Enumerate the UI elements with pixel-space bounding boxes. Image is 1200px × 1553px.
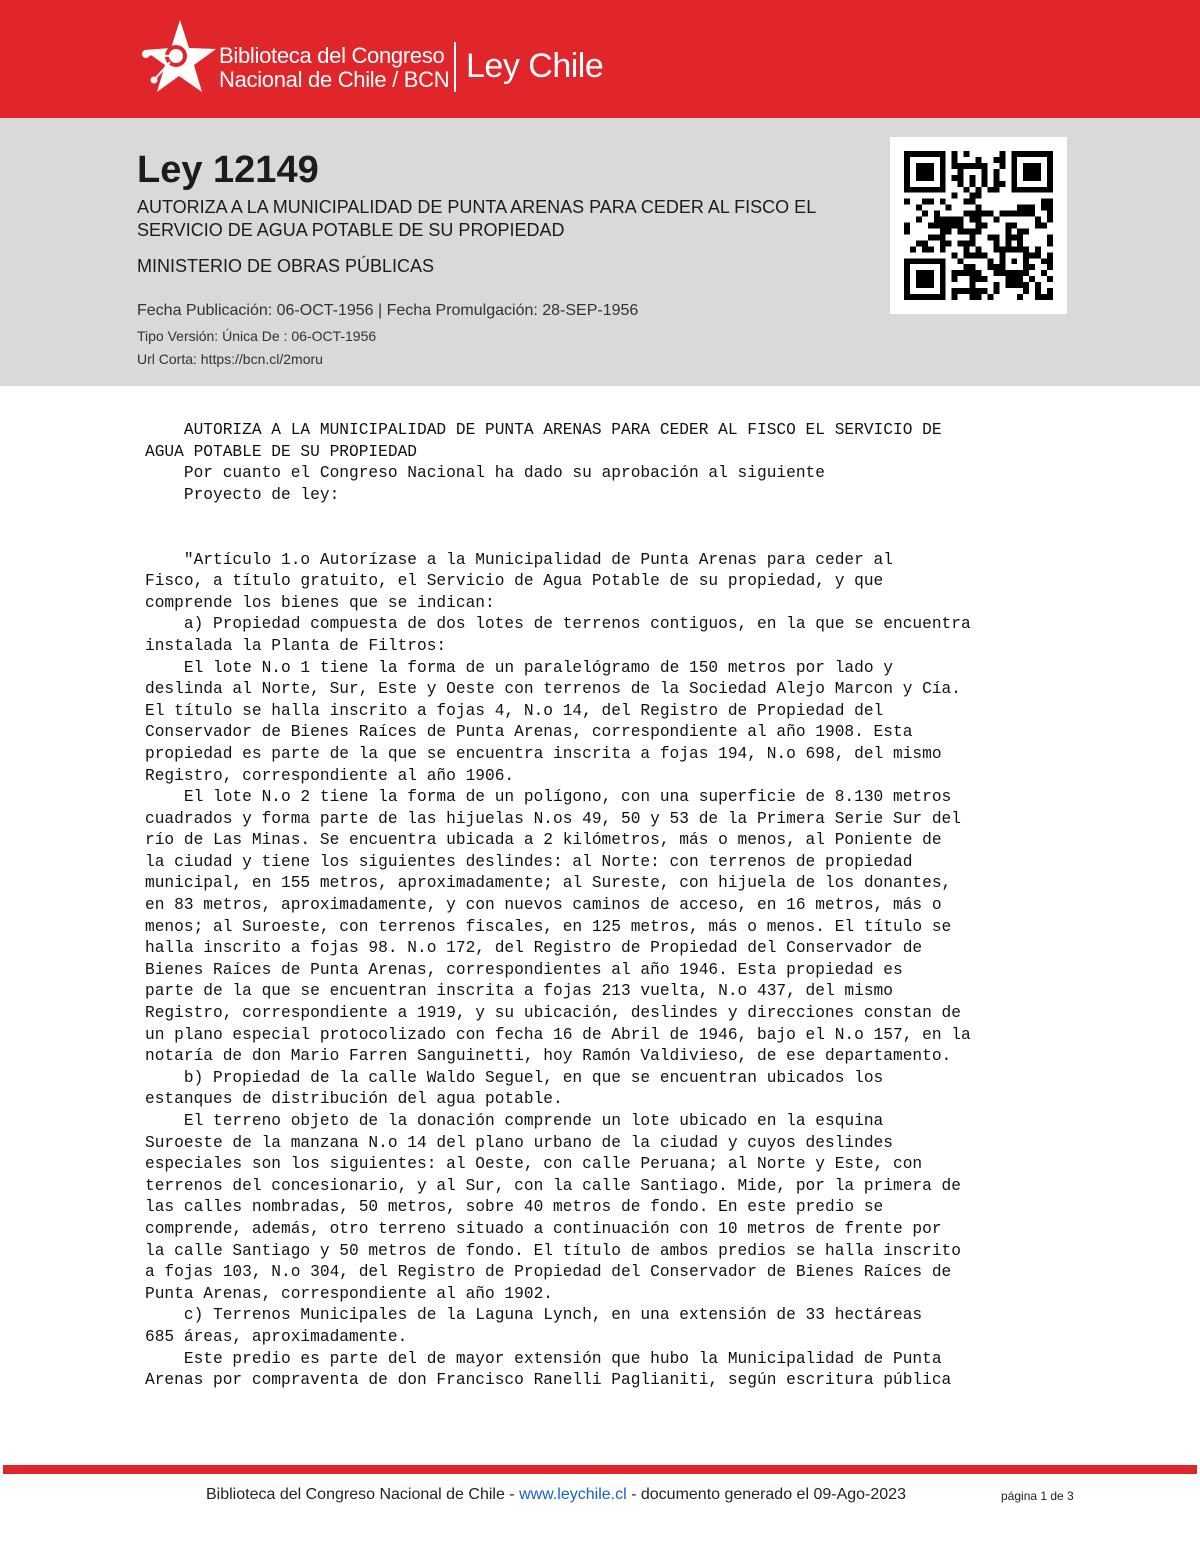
law-subtitle: AUTORIZA A LA MUNICIPALIDAD DE PUNTA ARENAS PARA CEDER AL FISCO EL SERVICIO DE AGUA POTABLE DE SU PROPIEDAD [137, 197, 816, 240]
bcn-star-logo-icon [136, 16, 216, 96]
logo-line-1: Biblioteca del Congreso [219, 43, 445, 68]
footer-text [206, 1486, 906, 1504]
qr-code-icon [904, 151, 1053, 300]
footer-prefix: Biblioteca del Congreso Nacional de Chile - [206, 1486, 520, 1503]
law-body-text: AUTORIZA A LA MUNICIPALIDAD DE PUNTA ARENAS PARA CEDER AL FISCO EL SERVICIO DE AGUA POTABLE DE SU PROPIEDAD Por cuanto el Congreso Nacional ha dado su aprobación al siguiente Proyecto de ley: "Artículo 1.o Autorízase a la Municipalidad de Punta Arenas para ceder al Fisco, a título gratuito, el Servicio de Agua Potable de su propiedad, y que comprende los bienes que se indican: a) Propiedad compuesta de dos lotes de terrenos contiguos, en la que se encuentra instalada la Planta de Filtros: El lote N.o 1 tiene la forma de un paralelógramo de 150 metros por lado y deslinda al Norte, Sur, Este y Oeste con terrenos de la Sociedad Alejo Marcon y Cía. El título se halla inscrito a fojas 4, N.o 14, del Registro de Propiedad del Conservador de Bienes Raíces de Punta Arenas, correspondiente al año 1908. Esta propiedad es parte de la que se encuentra inscrita a fojas 194, N.o 698, del mismo Registro, correspondiente al año 1906. El lote N.o 2 tiene la forma de un polígono, con una superficie de 8.130 metros cuadrados y forma parte de las hijuelas N.os 49, 50 y 53 de la Primera Serie Sur del río de Las Minas. Se encuentra ubicada a 2 kilómetros, más o menos, al Poniente de la ciudad y tiene los siguientes deslindes: al Norte: con terrenos de propiedad municipal, en 155 metros, aproximadamente; al Sureste, con hijuela de los donantes, en 83 metros, aproximadamente, y con nuevos caminos de acceso, en 16 metros, más o menos; al Suroeste, con terrenos fiscales, en 125 metros, más o menos. El título se halla inscrito a fojas 98. N.o 172, del Registro de Propiedad del Conservador de Bienes Raíces de Punta Arenas, correspondientes al año 1946. Esta propiedad es parte de la que se encuentran inscrita a fojas 213 vuelta, N.o 437, del mismo Registro, correspondiente a 1919, y su ubicación, deslindes y direcciones constan de un plano especial protocolizado con fecha 16 de Abril de 1946, bajo el N.o 157, en la notaría de don Mario Farren Sanguinetti, hoy Ramón Valdivieso, de ese departamento. b) Propiedad de la calle Waldo Seguel, en que se encuentran ubicados los estanques de distribución del agua potable. El terreno objeto de la donación comprende un lote ubicado en la esquina Suroeste de la manzana N.o 14 del plano urbano de la ciudad y cuyos deslindes especiales son los siguientes: al Oeste, con calle Peruana; al Norte y Este, con terrenos del concesionario, y al Sur, con la calle Santiago. Mide, por la primera de las calles nombradas, 50 metros, sobre 40 metros de fondo. En este predio se comprende, además, otro terreno situado a continuación con 10 metros de frente por la calle Santiago y 50 metros de fondo. El título de ambos predios se halla inscrito a fojas 103, N.o 304, del Registro de Propiedad del Conservador de Bienes Raíces de Punta Arenas, correspondiente al año 1902. c) Terrenos Municipales de la Laguna Lynch, en una extensión de 33 hectáreas 685 áreas, aproximadamente. Este predio es parte del de mayor extensión que hubo la Municipalidad de Punta Arenas por compraventa de don Francisco Ranelli Paglianiti, según escritura pública [145, 421, 971, 1390]
bcn-logo-text [219, 44, 449, 92]
law-title: Ley 12149 [137, 149, 319, 191]
footer-suffix: - documento generado el 09-Ago-2023 [626, 1486, 906, 1503]
page-number: página 1 de 3 [1001, 1489, 1074, 1503]
short-url[interactable]: Url Corta: https://bcn.cl/2moru [137, 351, 323, 367]
version-type: Tipo Versión: Única De : 06-OCT-1956 [137, 328, 377, 344]
logo-line-2: Nacional de Chile / BCN [219, 67, 450, 92]
leychile-link[interactable]: www.leychile.cl [519, 1486, 627, 1503]
footer-divider [3, 1465, 1197, 1474]
qr-code [890, 137, 1067, 314]
ley-chile-brand[interactable]: Ley Chile [466, 47, 604, 85]
ministry-name: MINISTERIO DE OBRAS PÚBLICAS [137, 256, 435, 276]
top-banner [0, 0, 1200, 118]
logo-separator [454, 42, 456, 92]
publication-dates: Fecha Publicación: 06-OCT-1956 | Fecha Promulgación: 28-SEP-1956 [137, 302, 639, 319]
